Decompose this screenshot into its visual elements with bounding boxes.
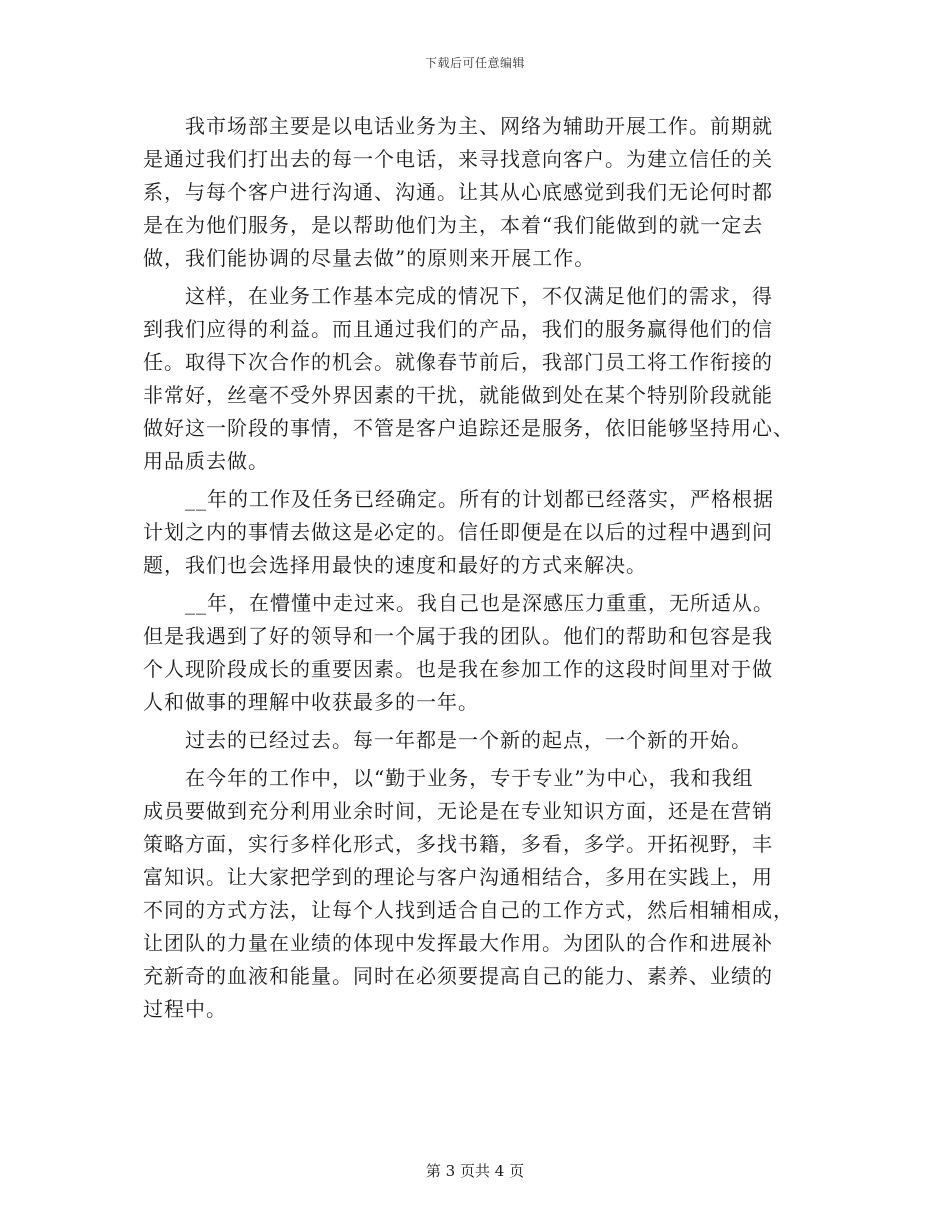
paragraph (143, 483, 807, 582)
paragraph (143, 724, 807, 757)
text-line: 富知识。让大家把学到的理论与客户沟通相结合，多用在实践上，用 (143, 865, 773, 889)
text-line: 在今年的工作中，以“勤于业务，专于专业”为中心，我和我组 (143, 766, 754, 790)
text-line: 充新奇的血液和能量。同时在必须要提高自己的能力、素养、业绩的 (143, 964, 773, 988)
text-line: 任。取得下次合作的机会。就像春节前后，我部门员工将工作衔接的 (143, 350, 773, 374)
text-line: 策略方面，实行多样化形式，多找书籍，多看，多学。开拓视野，丰 (143, 832, 773, 856)
text-line: 但是我遇到了好的领导和一个属于我的团队。他们的帮助和包容是我 (143, 624, 773, 648)
text-line: 让团队的力量在业绩的体现中发挥最大作用。为团队的合作和进展补 (143, 931, 773, 955)
text-line: 是通过我们打出去的每一个电话，来寻找意向客户。为建立信任的关 (143, 147, 773, 171)
text-line: 用品质去做。 (143, 449, 269, 473)
paragraph (143, 110, 807, 275)
paragraph (143, 587, 807, 719)
paragraph (143, 762, 807, 1026)
text-line: 计划之内的事情去做这是必定的。信任即便是在以后的过程中遇到问 (143, 520, 773, 544)
text-line: 做好这一阶段的事情，不管是客户追踪还是服务，依旧能够坚持用心、 (143, 416, 794, 440)
text-line: 到我们应得的利益。而且通过我们的产品，我们的服务赢得他们的信 (143, 317, 773, 341)
text-line: __年的工作及任务已经确定。所有的计划都已经落实，严格根据 (143, 487, 774, 511)
paragraph (143, 280, 807, 478)
page-header: 下载后可任意编辑 (424, 56, 525, 70)
text-line: 做，我们能协调的尽量去做”的原则来开展工作。 (143, 246, 596, 270)
text-line: 题，我们也会选择用最快的速度和最好的方式来解决。 (143, 553, 647, 577)
text-line: 这样，在业务工作基本完成的情况下，不仅满足他们的需求，得 (143, 284, 773, 308)
text-line: 成员要做到充分利用业余时间，无论是在专业知识方面，还是在营销 (143, 799, 773, 823)
text-line: 不同的方式方法，让每个人找到适合自己的工作方式，然后相辅相成， (143, 898, 794, 922)
text-line: 人和做事的理解中收获最多的一年。 (143, 690, 479, 714)
text-line: 过去的已经过去。每一年都是一个新的起点，一个新的开始。 (143, 728, 752, 752)
document-body (143, 110, 807, 1026)
text-line: __年，在懵懂中走过来。我自己也是深感压力重重，无所适从。 (143, 591, 774, 615)
text-line: 个人现阶段成长的重要因素。也是我在参加工作的这段时间里对于做 (143, 657, 773, 681)
text-line: 我市场部主要是以电话业务为主、网络为辅助开展工作。前期就 (143, 114, 773, 138)
text-line: 是在为他们服务，是以帮助他们为主，本着“我们能做到的就一定去 (143, 213, 764, 237)
text-line: 非常好，丝毫不受外界因素的干扰，就能做到处在某个特别阶段就能 (143, 383, 773, 407)
text-line: 过程中。 (143, 997, 227, 1021)
text-line: 系，与每个客户进行沟通、沟通。让其从心底感觉到我们无论何时都 (143, 180, 773, 204)
page-number-footer: 第 3 页共 4 页 (425, 1162, 525, 1180)
